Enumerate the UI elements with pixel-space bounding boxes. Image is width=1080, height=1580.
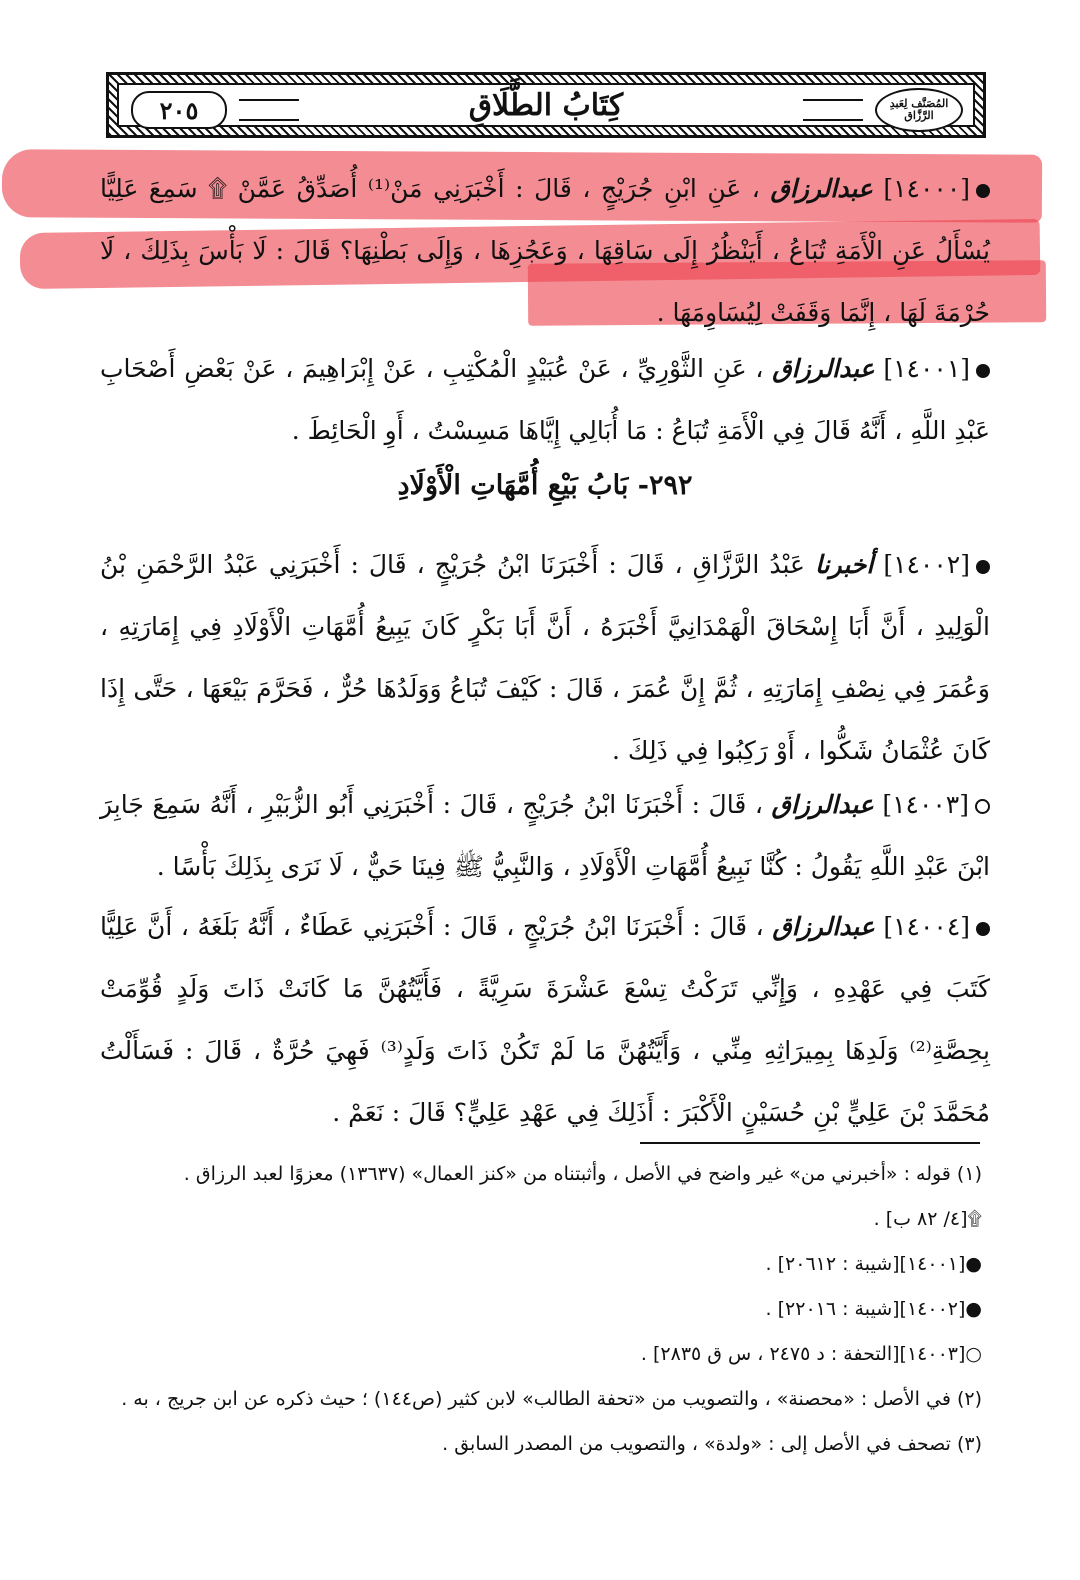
footnote-2: (٢) في الأصل : «محصنة» ، والتصويب من «تحفة الطالب» لابن كثير (ص١٤٤) ؛ حيث ذكره عن ابن جريج ، به .	[121, 1388, 982, 1410]
hadith-14004	[100, 896, 990, 1144]
hadith-number: [١٤٠٠٠]	[883, 174, 971, 203]
hadith-14001	[100, 338, 990, 462]
hadith-14000	[100, 158, 990, 344]
narrator-name: أخبرنا	[814, 550, 874, 579]
page-header-frame	[106, 72, 986, 138]
left-ornament	[239, 99, 299, 121]
narrator-name: عبدالرزاق	[772, 912, 875, 941]
right-ornament	[803, 99, 863, 121]
hadith-text: ، عَنِ ابْنِ جُرَيْجٍ ، قَالَ : أَخْبَرَنِي مَنْ⁽¹⁾ أُصَدِّقُ عَمَّنْ ۩ سَمِعَ عَلِيًّا يُسْأَلُ عَنِ الْأَمَةِ تُبَاعُ ، أَيَنْظُرُ إِلَى سَاقِهَا ، وَعَجُزِهَا ، وَإِلَى بَطْنِهَا؟ قَالَ : لَا بَأْسَ بِذَلِكَ ، لَا حُرْمَةَ لَهَا ، إِنَّمَا وَقَفَتْ لِيُسَاوِمَهَا .	[100, 174, 990, 327]
hadith-number: [١٤٠٠٢]	[883, 550, 970, 579]
narrator-name: عبدالرزاق	[772, 354, 875, 383]
chapter-heading: ٢٩٢- بَابُ بَيْعِ أُمَّهَاتِ الْأَوْلَادِ	[397, 470, 693, 501]
hadith-text: ، قَالَ : أَخْبَرَنَا ابْنُ جُرَيْجٍ ، قَالَ : أَخْبَرَنِي عَطَاءٌ ، أَنَّهُ بَلَغَهُ ، أَنَّ عَلِيًّا كَتَبَ فِي عَهْدِهِ ، وَإِنِّي تَرَكْتُ تِسْعَ عَشْرَةَ سَرِيَّةً ، فَأَيَّتُهُنَّ مَا كَانَتْ ذَاتَ وَلَدٍ قُوِّمَتْ بِحِصَّةِ⁽²⁾ وَلَدِهَا بِمِيرَاثِهِ مِنِّي ، وَأَيَّتُهُنَّ مَا لَمْ تَكُنْ ذَاتَ وَلَدٍ⁽³⁾ فَهِيَ حُرَّةٌ ، قَالَ : فَسَأَلْتُ مُحَمَّدَ بْنَ عَلِيٍّ بْنِ حُسَيْنٍ الْأَكْبَرَ : أَذَلِكَ فِي عَهْدِ عَلِيٍّ؟ قَالَ : نَعَمْ .	[100, 912, 990, 1127]
footnote-3: (٣) تصحف في الأصل إلى : «ولدة» ، والتصويب من المصدر السابق .	[442, 1433, 982, 1455]
book-logo-seal: المُصَنَّف لِعَبدِ الرَّزَّاق	[875, 88, 963, 132]
hadith-text: ، عَنِ الثَّوْرِيِّ ، عَنْ عُبَيْدٍ الْمُكْتِبِ ، عَنْ إِبْرَاهِيمَ ، عَنْ بَعْضِ أَصْحَابِ عَبْدِ اللَّهِ ، أَنَّهُ قَالَ فِي الْأَمَةِ تُبَاعُ : مَا أُبَالِي إِيَّاهَا مَسِسْتُ ، أَوِ الْحَائِطَ .	[100, 354, 990, 445]
hadith-number: [١٤٠٠١]	[883, 354, 971, 383]
hadith-text: عَبْدُ الرَّزَّاقِ ، قَالَ : أَخْبَرَنَا ابْنُ جُرَيْجٍ ، قَالَ : أَخْبَرَنِي عَبْدُ الرَّحْمَنِ بْنُ الْوَلِيدِ ، أَنَّ أَبَا إِسْحَاقَ الْهَمْدَانِيَّ أَخْبَرَهُ ، أَنَّ أَبَا بَكْرٍ كَانَ يَبِيعُ أُمَّهَاتِ الْأَوْلَادِ فِي إِمَارَتِهِ ، وَعُمَرَ فِي نِصْفِ إِمَارَتِهِ ، ثُمَّ إِنَّ عُمَرَ ، قَالَ : كَيْفَ تُبَاعُ وَوَلَدُهَا حُرٌّ ، فَحَرَّمَ بَيْعَهَا ، حَتَّى إِذَا كَانَ عُثْمَانُ شَكُّوا ، أَوْ رَكِبُوا فِي ذَلِكَ .	[100, 550, 990, 765]
hadith-14002	[100, 534, 990, 782]
footnote-ref-14003: ○[١٤٠٠٣][التحفة : د ٢٤٧٥ ، س ق ٢٨٣٥] .	[640, 1343, 982, 1365]
filled-bullet-icon	[976, 560, 990, 574]
narrator-name: عبدالرزاق	[771, 790, 874, 819]
hadith-text: ، قَالَ : أَخْبَرَنَا ابْنُ جُرَيْجٍ ، قَالَ : أَخْبَرَنِي أَبُو الزُّبَيْرِ ، أَنَّهُ سَمِعَ جَابِرَ ابْنَ عَبْدِ اللَّهِ يَقُولُ : كُنَّا نَبِيعُ أُمَّهَاتِ الْأَوْلَادِ ، وَالنَّبِيُّ ﷺ فِينَا حَيٌّ ، لَا نَرَى بِذَلِكَ بَأْسًا .	[100, 790, 990, 881]
footnote-1: (١) قوله : «أخبرني من» غير واضح في الأصل ، وأثبتناه من «كنز العمال» (١٣٦٣٧) معزوًا لعبد الرزاق .	[183, 1163, 982, 1185]
hollow-bullet-icon	[975, 799, 990, 814]
filled-bullet-icon	[976, 922, 990, 936]
footnote-folio-ref: ۩[٤/ ٨٢ ب] .	[873, 1208, 982, 1230]
hadith-number: [١٤٠٠٣]	[882, 790, 969, 819]
book-title: كِتَابُ الطَّلَاقِ	[468, 87, 624, 123]
narrator-name: عبدالرزاق	[770, 174, 873, 203]
footnote-divider	[640, 1142, 980, 1144]
filled-bullet-icon	[976, 184, 990, 198]
hadith-14003	[100, 774, 990, 898]
footnote-ref-14002: ●[١٤٠٠٢][شيبة : ٢٢٠١٦] .	[765, 1298, 982, 1320]
page-number: ٢٠٥	[131, 91, 227, 129]
page-header-inner	[117, 83, 975, 127]
filled-bullet-icon	[976, 364, 990, 378]
footnote-ref-14001: ●[١٤٠٠١][شيبة : ٢٠٦١٢] .	[765, 1253, 982, 1275]
footnotes	[120, 1152, 982, 1467]
hadith-number: [١٤٠٠٤]	[883, 912, 971, 941]
